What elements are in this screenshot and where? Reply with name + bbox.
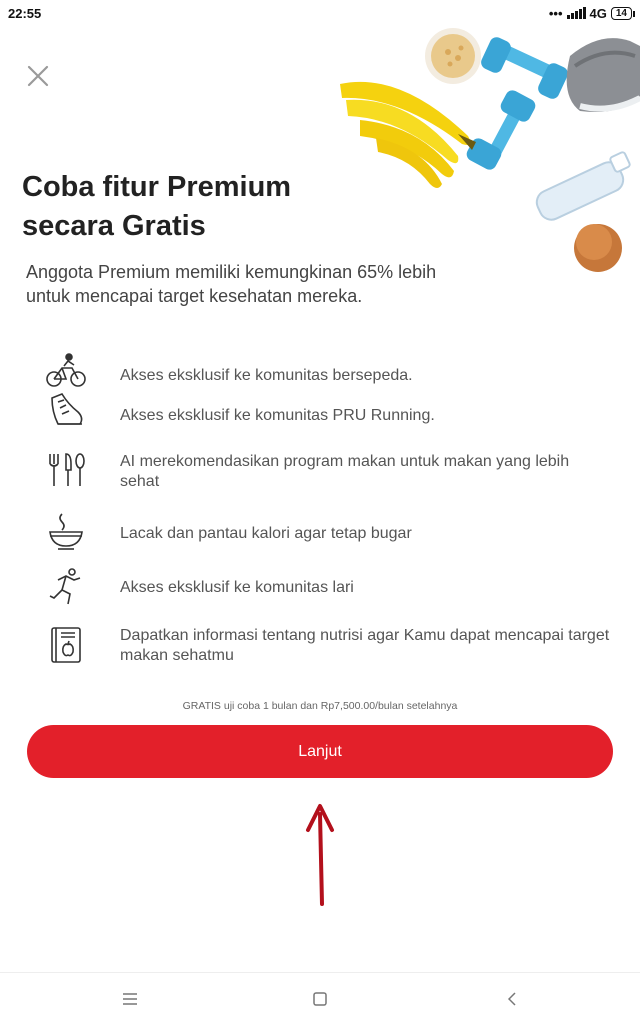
subtitle-line-1: Anggota Premium memiliki kemungkinan 65% lebih <box>26 262 437 282</box>
feature-text: Akses eksklusif ke komunitas bersepeda. <box>120 367 413 384</box>
feature-text: AI merekomendasikan program makan untuk makan yang lebih sehat <box>120 453 570 490</box>
signal-icon <box>567 7 586 19</box>
oats-bowl-image <box>425 28 481 84</box>
feature-text: Akses eksklusif ke komunitas lari <box>120 579 354 596</box>
status-time: 22:55 <box>8 5 42 21</box>
home-icon <box>312 991 328 1007</box>
feature-text: Lacak dan pantau kalori agar tetap bugar <box>120 525 412 542</box>
status-indicators <box>549 6 632 21</box>
water-bottle-image <box>533 151 631 223</box>
walnut-image <box>574 224 622 272</box>
status-bar <box>0 0 640 26</box>
nutrition-book-icon <box>44 624 88 664</box>
banana-image <box>340 82 476 188</box>
home-button[interactable] <box>308 987 332 1011</box>
cycling-icon <box>44 350 88 390</box>
back-button[interactable] <box>500 987 524 1011</box>
hero-illustration <box>330 26 640 286</box>
runner-icon <box>44 566 88 606</box>
trial-price-note: GRATIS uji coba 1 bulan dan Rp7,500.00/bulan setelahnya <box>182 700 458 712</box>
title-line-1: Coba fitur Premium <box>22 171 292 203</box>
food-bowl-icon <box>44 512 88 552</box>
continue-button[interactable]: Lanjut <box>27 725 613 778</box>
more-dots-icon: ••• <box>548 5 563 21</box>
network-type: 4G <box>589 5 607 21</box>
back-icon <box>506 991 518 1007</box>
battery-icon <box>611 7 632 20</box>
title-line-2: secara Gratis <box>22 210 206 242</box>
feature-text: Dapatkan informasi tentang nutrisi agar Kamu dapat mencapai target makan sehatmu <box>120 627 610 664</box>
annotation-arrow-icon <box>300 800 340 910</box>
menu-icon <box>122 992 138 1006</box>
close-button[interactable] <box>22 60 54 92</box>
close-icon <box>27 65 49 87</box>
page-title <box>22 168 342 246</box>
running-shoe-icon <box>44 390 88 430</box>
feature-text: Akses eksklusif ke komunitas PRU Running. <box>120 407 435 424</box>
system-nav-bar <box>0 972 640 1025</box>
battery-level: 14 <box>615 7 627 19</box>
page-subtitle <box>26 260 486 308</box>
subtitle-line-2: untuk mencapai target kesehatan mereka. <box>26 286 363 306</box>
shoe-image <box>567 38 640 112</box>
cutlery-icon <box>44 450 88 490</box>
recent-apps-button[interactable] <box>118 987 142 1011</box>
